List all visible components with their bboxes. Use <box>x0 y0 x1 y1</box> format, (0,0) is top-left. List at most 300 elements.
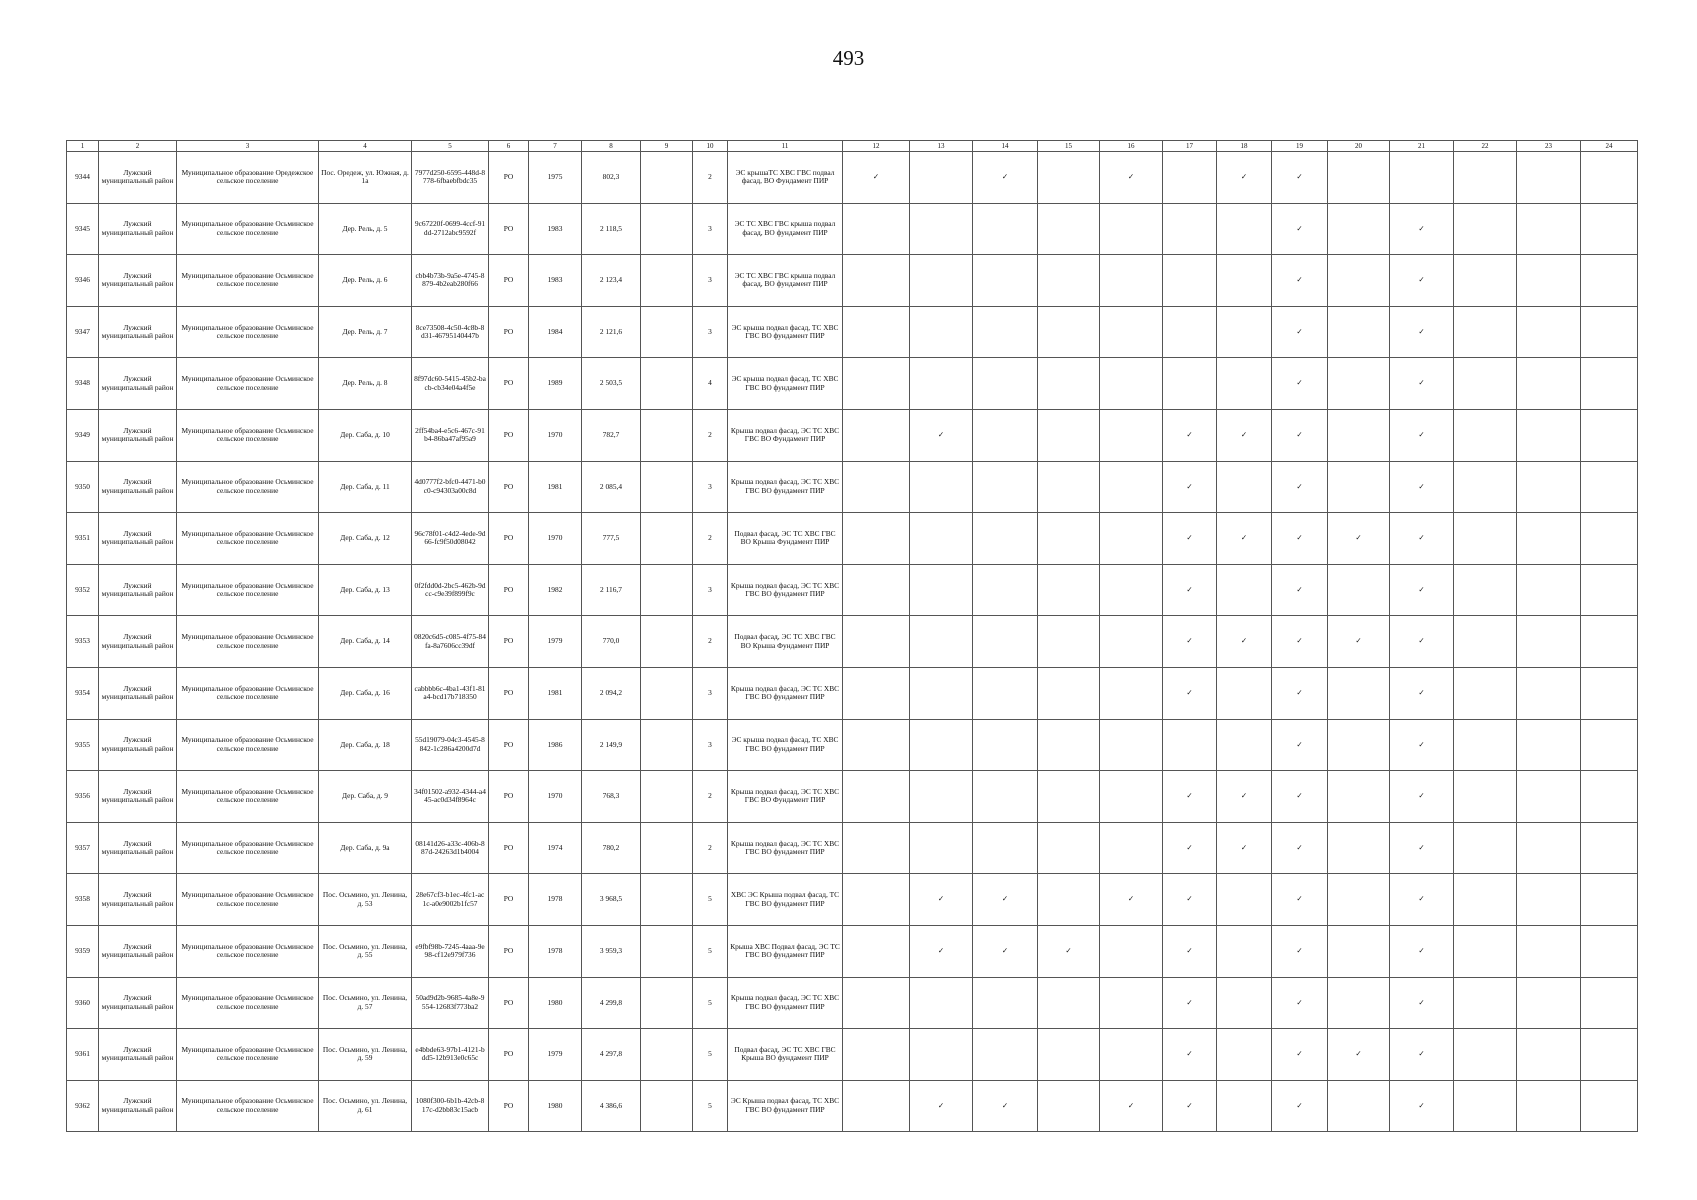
empty-cell <box>910 306 973 358</box>
check-mark-icon: ✓ <box>1390 461 1454 513</box>
empty-cell <box>1038 461 1100 513</box>
cell-area: 2 094,2 <box>582 667 641 719</box>
cell-work: ЭС крыша подвал фасад, ТС ХВС ГВС ВО фундамент ПИР <box>728 719 843 771</box>
cell-area: 3 968,5 <box>582 874 641 926</box>
column-header-19: 19 <box>1272 141 1328 152</box>
empty-cell <box>1038 874 1100 926</box>
check-mark-icon: ✓ <box>1390 925 1454 977</box>
empty-cell <box>910 1029 973 1081</box>
cell-number: 9347 <box>67 306 99 358</box>
cell-addr: Дер. Саба, д. 14 <box>319 616 412 668</box>
cell-floors: 3 <box>693 564 728 616</box>
cell-work: Крыша подвал фасад, ЭС ТС ХВС ГВС ВО фундамент ПИР <box>728 667 843 719</box>
cell-area: 802,3 <box>582 152 641 204</box>
cell-floors: 3 <box>693 255 728 307</box>
empty-cell <box>1517 203 1581 255</box>
cell-col9 <box>641 203 693 255</box>
column-header-7: 7 <box>529 141 582 152</box>
check-mark-icon: ✓ <box>1100 1080 1163 1132</box>
cell-number: 9351 <box>67 513 99 565</box>
empty-cell <box>910 667 973 719</box>
cell-municipality: Муниципальное образование Осьминское сельское поселение <box>177 358 319 410</box>
cell-year: 1989 <box>529 358 582 410</box>
cell-work: ЭС ТС ХВС ГВС крыша подвал фасад, ВО фундамент ПИР <box>728 255 843 307</box>
empty-cell <box>843 409 910 461</box>
check-mark-icon: ✓ <box>1100 874 1163 926</box>
empty-cell <box>1454 306 1517 358</box>
empty-cell <box>843 874 910 926</box>
cell-addr: Пос. Осьмино, ул. Ленина, д. 55 <box>319 925 412 977</box>
cell-year: 1970 <box>529 771 582 823</box>
cell-area: 2 503,5 <box>582 358 641 410</box>
column-header-10: 10 <box>693 141 728 152</box>
empty-cell <box>973 564 1038 616</box>
empty-cell <box>973 822 1038 874</box>
cell-col9 <box>641 255 693 307</box>
check-mark-icon: ✓ <box>1272 1029 1328 1081</box>
cell-area: 2 121,6 <box>582 306 641 358</box>
cell-year: 1970 <box>529 409 582 461</box>
empty-cell <box>1581 667 1638 719</box>
cell-col9 <box>641 461 693 513</box>
cell-uuid: 1080f300-6b1b-42cb-817c-d2bb83c15acb <box>412 1080 489 1132</box>
empty-cell <box>1100 771 1163 823</box>
cell-number: 9360 <box>67 977 99 1029</box>
empty-cell <box>1038 1029 1100 1081</box>
cell-fund: РО <box>489 1029 529 1081</box>
cell-fund: РО <box>489 409 529 461</box>
empty-cell <box>1100 358 1163 410</box>
empty-cell <box>843 255 910 307</box>
empty-cell <box>1217 564 1272 616</box>
empty-cell <box>1163 152 1217 204</box>
empty-cell <box>1038 306 1100 358</box>
cell-col9 <box>641 358 693 410</box>
empty-cell <box>1328 564 1390 616</box>
empty-cell <box>1454 1080 1517 1132</box>
empty-cell <box>1217 667 1272 719</box>
cell-fund: РО <box>489 461 529 513</box>
cell-fund: РО <box>489 564 529 616</box>
cell-uuid: 8ce73508-4c50-4c8b-8d31-46795140447b <box>412 306 489 358</box>
check-mark-icon: ✓ <box>1272 306 1328 358</box>
column-header-23: 23 <box>1517 141 1581 152</box>
cell-uuid: cabbbb6c-4ba1-43f1-81a4-bcd17b718350 <box>412 667 489 719</box>
cell-col9 <box>641 822 693 874</box>
cell-municipality: Муниципальное образование Осьминское сельское поселение <box>177 203 319 255</box>
empty-cell <box>1454 152 1517 204</box>
table-row <box>67 616 1638 668</box>
empty-cell <box>973 409 1038 461</box>
check-mark-icon: ✓ <box>1217 152 1272 204</box>
empty-cell <box>1038 822 1100 874</box>
cell-municipality: Муниципальное образование Осьминское сельское поселение <box>177 667 319 719</box>
cell-fund: РО <box>489 152 529 204</box>
empty-cell <box>1581 1029 1638 1081</box>
cell-uuid: e4bbde63-97b1-4121-bdd5-12b913e0c65c <box>412 1029 489 1081</box>
check-mark-icon: ✓ <box>1272 1080 1328 1132</box>
cell-fund: РО <box>489 977 529 1029</box>
empty-cell <box>1517 719 1581 771</box>
cell-work: ХВС ЭС Крыша подвал фасад, ТС ГВС ВО фундамент ПИР <box>728 874 843 926</box>
check-mark-icon: ✓ <box>1100 152 1163 204</box>
check-mark-icon: ✓ <box>1163 977 1217 1029</box>
empty-cell <box>843 306 910 358</box>
empty-cell <box>1038 977 1100 1029</box>
table-row <box>67 1029 1638 1081</box>
cell-year: 1974 <box>529 822 582 874</box>
empty-cell <box>973 616 1038 668</box>
empty-cell <box>1454 616 1517 668</box>
empty-cell <box>1100 409 1163 461</box>
check-mark-icon: ✓ <box>1272 203 1328 255</box>
cell-col9 <box>641 1029 693 1081</box>
empty-cell <box>1038 1080 1100 1132</box>
check-mark-icon: ✓ <box>910 874 973 926</box>
check-mark-icon: ✓ <box>1390 513 1454 565</box>
empty-cell <box>910 616 973 668</box>
cell-municipality: Муниципальное образование Осьминское сельское поселение <box>177 1080 319 1132</box>
cell-district: Лужский муниципальный район <box>99 719 177 771</box>
check-mark-icon: ✓ <box>1163 461 1217 513</box>
empty-cell <box>843 925 910 977</box>
empty-cell <box>843 719 910 771</box>
check-mark-icon: ✓ <box>1272 771 1328 823</box>
cell-floors: 5 <box>693 1029 728 1081</box>
empty-cell <box>973 1029 1038 1081</box>
cell-uuid: 9c67220f-0699-4ccf-91dd-2712abc9592f <box>412 203 489 255</box>
cell-municipality: Муниципальное образование Осьминское сельское поселение <box>177 925 319 977</box>
cell-municipality: Муниципальное образование Осьминское сельское поселение <box>177 1029 319 1081</box>
check-mark-icon: ✓ <box>1272 719 1328 771</box>
cell-addr: Пос. Оредеж, ул. Южная, д. 1а <box>319 152 412 204</box>
cell-municipality: Муниципальное образование Оредежское сельское поселение <box>177 152 319 204</box>
empty-cell <box>1328 306 1390 358</box>
empty-cell <box>1163 306 1217 358</box>
check-mark-icon: ✓ <box>1163 513 1217 565</box>
empty-cell <box>1038 409 1100 461</box>
check-mark-icon: ✓ <box>843 152 910 204</box>
cell-municipality: Муниципальное образование Осьминское сельское поселение <box>177 306 319 358</box>
empty-cell <box>1454 358 1517 410</box>
empty-cell <box>910 203 973 255</box>
cell-work: Крыша подвал фасад, ЭС ТС ХВС ГВС ВО фундамент ПИР <box>728 564 843 616</box>
empty-cell <box>1517 874 1581 926</box>
column-header-8: 8 <box>582 141 641 152</box>
empty-cell <box>1581 564 1638 616</box>
cell-number: 9356 <box>67 771 99 823</box>
empty-cell <box>1328 771 1390 823</box>
check-mark-icon: ✓ <box>1390 255 1454 307</box>
cell-floors: 2 <box>693 513 728 565</box>
cell-area: 3 959,3 <box>582 925 641 977</box>
cell-number: 9344 <box>67 152 99 204</box>
cell-district: Лужский муниципальный район <box>99 255 177 307</box>
empty-cell <box>1038 152 1100 204</box>
cell-addr: Дер. Саба, д. 16 <box>319 667 412 719</box>
check-mark-icon: ✓ <box>1390 977 1454 1029</box>
cell-uuid: 4d0777f2-bfc0-4471-b0c0-c94303a00c8d <box>412 461 489 513</box>
check-mark-icon: ✓ <box>1390 719 1454 771</box>
cell-district: Лужский муниципальный район <box>99 409 177 461</box>
check-mark-icon: ✓ <box>1272 358 1328 410</box>
empty-cell <box>1581 771 1638 823</box>
empty-cell <box>1328 822 1390 874</box>
empty-cell <box>1328 925 1390 977</box>
cell-area: 777,5 <box>582 513 641 565</box>
cell-number: 9349 <box>67 409 99 461</box>
cell-area: 2 085,4 <box>582 461 641 513</box>
check-mark-icon: ✓ <box>1390 822 1454 874</box>
column-header-11: 11 <box>728 141 843 152</box>
cell-district: Лужский муниципальный район <box>99 667 177 719</box>
page-number: 493 <box>832 46 865 70</box>
empty-cell <box>1038 616 1100 668</box>
empty-cell <box>1581 461 1638 513</box>
empty-cell <box>1517 306 1581 358</box>
cell-area: 2 149,9 <box>582 719 641 771</box>
table-row <box>67 925 1638 977</box>
check-mark-icon: ✓ <box>1163 1029 1217 1081</box>
cell-number: 9354 <box>67 667 99 719</box>
cell-work: ЭС крыша подвал фасад, ТС ХВС ГВС ВО фундамент ПИР <box>728 306 843 358</box>
empty-cell <box>1163 203 1217 255</box>
table-row <box>67 152 1638 204</box>
empty-cell <box>1581 719 1638 771</box>
cell-area: 4 299,8 <box>582 977 641 1029</box>
check-mark-icon: ✓ <box>1163 616 1217 668</box>
empty-cell <box>1038 255 1100 307</box>
cell-area: 2 123,4 <box>582 255 641 307</box>
empty-cell <box>1328 874 1390 926</box>
check-mark-icon: ✓ <box>1272 255 1328 307</box>
cell-municipality: Муниципальное образование Осьминское сельское поселение <box>177 513 319 565</box>
cell-number: 9357 <box>67 822 99 874</box>
empty-cell <box>973 358 1038 410</box>
empty-cell <box>1581 977 1638 1029</box>
cell-addr: Пос. Осьмино, ул. Ленина, д. 53 <box>319 874 412 926</box>
cell-addr: Пос. Осьмино, ул. Ленина, д. 59 <box>319 1029 412 1081</box>
empty-cell <box>1517 152 1581 204</box>
empty-cell <box>1454 977 1517 1029</box>
cell-fund: РО <box>489 358 529 410</box>
empty-cell <box>1100 513 1163 565</box>
cell-work: ЭС Крыша подвал фасад, ТС ХВС ГВС ВО фундамент ПИР <box>728 1080 843 1132</box>
cell-fund: РО <box>489 203 529 255</box>
cell-work: Подвал фасад, ЭС ТС ХВС ГВС ВО Крыша Фундамент ПИР <box>728 616 843 668</box>
empty-cell <box>1217 977 1272 1029</box>
empty-cell <box>1517 616 1581 668</box>
empty-cell <box>843 667 910 719</box>
cell-area: 2 118,5 <box>582 203 641 255</box>
column-header-14: 14 <box>973 141 1038 152</box>
check-mark-icon: ✓ <box>1272 513 1328 565</box>
cell-fund: РО <box>489 719 529 771</box>
column-header-12: 12 <box>843 141 910 152</box>
table-row <box>67 513 1638 565</box>
empty-cell <box>1581 874 1638 926</box>
empty-cell <box>1454 719 1517 771</box>
empty-cell <box>843 1029 910 1081</box>
empty-cell <box>1038 719 1100 771</box>
cell-col9 <box>641 409 693 461</box>
cell-district: Лужский муниципальный район <box>99 358 177 410</box>
cell-number: 9358 <box>67 874 99 926</box>
cell-addr: Дер. Рель, д. 5 <box>319 203 412 255</box>
cell-floors: 2 <box>693 771 728 823</box>
table-row <box>67 564 1638 616</box>
cell-work: ЭС крыша подвал фасад, ТС ХВС ГВС ВО фундамент ПИР <box>728 358 843 410</box>
empty-cell <box>1328 358 1390 410</box>
cell-year: 1979 <box>529 1029 582 1081</box>
cell-col9 <box>641 564 693 616</box>
cell-area: 768,3 <box>582 771 641 823</box>
check-mark-icon: ✓ <box>1163 564 1217 616</box>
empty-cell <box>1390 152 1454 204</box>
cell-floors: 3 <box>693 719 728 771</box>
cell-district: Лужский муниципальный район <box>99 977 177 1029</box>
empty-cell <box>973 667 1038 719</box>
cell-floors: 3 <box>693 203 728 255</box>
empty-cell <box>1581 358 1638 410</box>
empty-cell <box>1328 667 1390 719</box>
empty-cell <box>1454 461 1517 513</box>
table-row <box>67 203 1638 255</box>
empty-cell <box>1100 306 1163 358</box>
table-row <box>67 255 1638 307</box>
column-header-24: 24 <box>1581 141 1638 152</box>
cell-col9 <box>641 513 693 565</box>
check-mark-icon: ✓ <box>1163 822 1217 874</box>
empty-cell <box>1581 152 1638 204</box>
cell-fund: РО <box>489 513 529 565</box>
empty-cell <box>1581 925 1638 977</box>
empty-cell <box>1581 203 1638 255</box>
check-mark-icon: ✓ <box>1390 564 1454 616</box>
empty-cell <box>910 152 973 204</box>
check-mark-icon: ✓ <box>910 925 973 977</box>
cell-number: 9352 <box>67 564 99 616</box>
cell-col9 <box>641 667 693 719</box>
check-mark-icon: ✓ <box>1390 874 1454 926</box>
empty-cell <box>1217 203 1272 255</box>
empty-cell <box>1217 358 1272 410</box>
empty-cell <box>910 461 973 513</box>
empty-cell <box>1581 513 1638 565</box>
empty-cell <box>1163 358 1217 410</box>
cell-uuid: cbb4b73b-9a5e-4745-8879-4b2eab280f66 <box>412 255 489 307</box>
empty-cell <box>1100 667 1163 719</box>
empty-cell <box>1454 255 1517 307</box>
cell-uuid: 7977d250-6595-448d-8778-6fbaebfbdc35 <box>412 152 489 204</box>
cell-addr: Дер. Саба, д. 13 <box>319 564 412 616</box>
empty-cell <box>1454 513 1517 565</box>
cell-addr: Дер. Саба, д. 10 <box>319 409 412 461</box>
cell-work: Крыша ХВС Подвал фасад, ЭС ТС ГВС ВО фундамент ПИР <box>728 925 843 977</box>
cell-uuid: 50ad9d2b-9685-4a8e-9554-12683f773ba2 <box>412 977 489 1029</box>
cell-floors: 2 <box>693 409 728 461</box>
empty-cell <box>973 203 1038 255</box>
empty-cell <box>1454 409 1517 461</box>
empty-cell <box>1217 925 1272 977</box>
cell-municipality: Муниципальное образование Осьминское сельское поселение <box>177 771 319 823</box>
cell-municipality: Муниципальное образование Осьминское сельское поселение <box>177 409 319 461</box>
empty-cell <box>1038 358 1100 410</box>
empty-cell <box>910 358 973 410</box>
cell-work: Крыша подвал фасад, ЭС ТС ХВС ГВС ВО фундамент ПИР <box>728 461 843 513</box>
empty-cell <box>1100 461 1163 513</box>
empty-cell <box>843 771 910 823</box>
cell-district: Лужский муниципальный район <box>99 874 177 926</box>
check-mark-icon: ✓ <box>1272 667 1328 719</box>
cell-uuid: 08141d26-a33c-406b-887d-24263d1b4004 <box>412 822 489 874</box>
cell-year: 1979 <box>529 616 582 668</box>
cell-district: Лужский муниципальный район <box>99 771 177 823</box>
empty-cell <box>1328 152 1390 204</box>
check-mark-icon: ✓ <box>1272 977 1328 1029</box>
table-row <box>67 1080 1638 1132</box>
empty-cell <box>973 461 1038 513</box>
empty-cell <box>1100 719 1163 771</box>
column-header-18: 18 <box>1217 141 1272 152</box>
cell-fund: РО <box>489 822 529 874</box>
table-row <box>67 306 1638 358</box>
column-header-4: 4 <box>319 141 412 152</box>
check-mark-icon: ✓ <box>1328 616 1390 668</box>
empty-cell <box>1517 409 1581 461</box>
empty-cell <box>843 564 910 616</box>
cell-floors: 2 <box>693 616 728 668</box>
cell-year: 1981 <box>529 667 582 719</box>
cell-municipality: Муниципальное образование Осьминское сельское поселение <box>177 461 319 513</box>
cell-area: 770,0 <box>582 616 641 668</box>
check-mark-icon: ✓ <box>1163 667 1217 719</box>
check-mark-icon: ✓ <box>973 152 1038 204</box>
empty-cell <box>973 719 1038 771</box>
empty-cell <box>1581 1080 1638 1132</box>
check-mark-icon: ✓ <box>1163 409 1217 461</box>
cell-floors: 5 <box>693 925 728 977</box>
cell-number: 9353 <box>67 616 99 668</box>
empty-cell <box>1517 255 1581 307</box>
cell-year: 1980 <box>529 977 582 1029</box>
empty-cell <box>1328 255 1390 307</box>
cell-addr: Дер. Рель, д. 8 <box>319 358 412 410</box>
cell-district: Лужский муниципальный район <box>99 152 177 204</box>
check-mark-icon: ✓ <box>1390 1080 1454 1132</box>
cell-uuid: 96c78f01-c4d2-4ede-9d66-fc9f50d08042 <box>412 513 489 565</box>
cell-work: Крыша подвал фасад, ЭС ТС ХВС ГВС ВО фундамент ПИР <box>728 977 843 1029</box>
empty-cell <box>973 977 1038 1029</box>
cell-floors: 3 <box>693 306 728 358</box>
check-mark-icon: ✓ <box>1163 1080 1217 1132</box>
cell-area: 4 386,6 <box>582 1080 641 1132</box>
check-mark-icon: ✓ <box>1217 616 1272 668</box>
cell-district: Лужский муниципальный район <box>99 925 177 977</box>
cell-year: 1975 <box>529 152 582 204</box>
column-header-15: 15 <box>1038 141 1100 152</box>
cell-floors: 2 <box>693 822 728 874</box>
cell-municipality: Муниципальное образование Осьминское сельское поселение <box>177 874 319 926</box>
cell-floors: 3 <box>693 461 728 513</box>
empty-cell <box>1454 822 1517 874</box>
cell-fund: РО <box>489 1080 529 1132</box>
empty-cell <box>1454 667 1517 719</box>
empty-cell <box>843 616 910 668</box>
cell-floors: 5 <box>693 874 728 926</box>
empty-cell <box>1217 306 1272 358</box>
empty-cell <box>1100 925 1163 977</box>
